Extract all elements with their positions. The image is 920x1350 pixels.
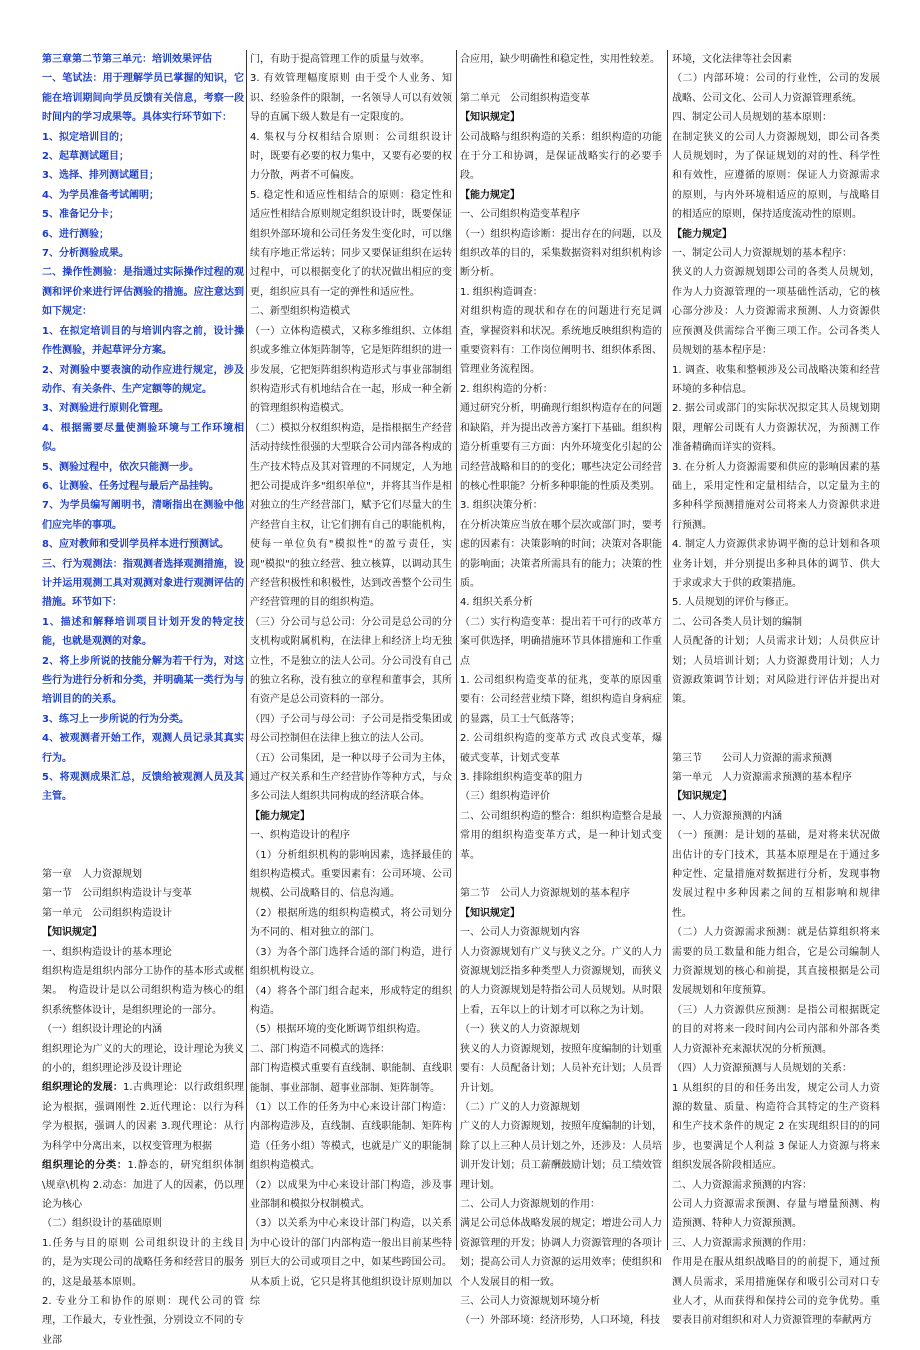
paragraph: 4. 组织关系分析 <box>460 597 533 609</box>
paragraph: 人力资源规划有广义与狭义之分。广义的人力资源规划泛指多种类型人力资源规划，而狭义的人力资源规划是特指公司人员规划。从时限上看，五年以上的计划才可以称之为计划。 <box>460 946 662 1016</box>
paragraph: （3）以关系为中心来设计部门构造，以关系为中心设计的部门内部构造一般出目前某些特别巨大的公司或项目之中，如某些跨国公司。从本质上说，它只是将其他组织设计原则加以综 <box>250 1218 452 1307</box>
paragraph: （二）组织设计的基础原则 <box>42 1218 162 1230</box>
section-label: 【能力规定】 <box>460 189 520 201</box>
paragraph: 1 从组织的目的和任务出发，规定公司人力资源的数量、质量、构造符合其特定的生产资料和生产技术条件的规定 2 在实现组织目的的同步，也要满足个人利益 3 保证人力资源与将来组织发展各阶段相适应。 <box>672 1082 880 1172</box>
paragraph: 二、公司人力资源规划的作用： <box>460 1198 600 1210</box>
highlight-paragraph: 2、起草测试题目； <box>42 151 129 163</box>
paragraph: 1. 调查、收集和整顿涉及公司战略决策和经营环境的多种信息。 <box>672 364 880 395</box>
paragraph: 2. 组织构造的分析： <box>460 383 553 395</box>
paragraph: （四）子公司与母公司：子公司是指受集团或母公司控制但在法律上独立的法人公司。 <box>250 713 452 745</box>
paragraph: 狭义的人力资源规划，按照年度编制的计划重要有：人员配备计划；人员补充计划；人员晋升计划。 <box>460 1043 662 1094</box>
paragraph: 4. 集权与分权相结合原则：公司组织设计时，既要有必要的权力集中，又要有必要的权力分散，两者不可偏废。 <box>250 131 452 182</box>
paragraph: 3. 组织决策分析： <box>460 500 543 512</box>
highlight-paragraph: 7、为学员编写阐明书，清晰指出在测验中他们应完毕的事项。 <box>42 500 244 531</box>
paragraph: （一）外部环境：经济形势，人口环境，科技 <box>460 1315 660 1327</box>
highlight-paragraph: 5、准备记分卡； <box>42 209 119 221</box>
paragraph: （3）为各个部门选择合适的部门构造，进行组织机构设立。 <box>250 946 452 978</box>
paragraph: 狭义的人力资源规划即公司的各类人员规划，作为人力资源管理的一项基础性活动，它的核心部分涉及：人力资源需求预测、人力资源供应预测及供需综合平衡三项工作。公司各类人员规划的基本程序是： <box>672 267 880 357</box>
paragraph: （4）将各个部门组合起来，形成特定的组织构造。 <box>250 985 452 1016</box>
highlight-paragraph: 5、测验过程中，依次只能测一步。 <box>42 461 199 473</box>
paragraph: 5. 稳定性和适应性相结合的原则：稳定性和适应性相结合原则规定组织设计时，既要保证组织外部环境和公司任务发生变化时，可以继续有序地正常运转；同步又要保证组织在运转过程中，可以根据变化了的状况做出相应的变更，组织应具有一定的弹性和适应性。 <box>250 189 452 298</box>
paragraph: （5）根据环境的变化断调节组织构造。 <box>250 1024 427 1036</box>
section-label: 【能力规定】 <box>250 810 310 822</box>
paragraph: 第三节 公司人力资源的需求预测 <box>672 752 832 764</box>
paragraph: （三）人力资源供应预测：是指公司根据既定的目的对将来一段时间内公司内部和外部各类人力资源补充来源状况的分析预测。 <box>672 1004 880 1055</box>
blank-line <box>460 69 662 88</box>
column-divider <box>667 50 668 1250</box>
highlight-paragraph: 5、将观测成果汇总，反馈给被观测人员及其主管。 <box>42 772 244 803</box>
paragraph: 公司战略与组织构造的关系：组织构造的功能在于分工和协调，是保证战略实行的必要手段。 <box>460 131 662 182</box>
paragraph: （三）组织构造评价 <box>460 791 550 803</box>
paragraph <box>42 1156 244 1214</box>
text-column-2 <box>248 50 454 1307</box>
paragraph: 组织理论为广义的大的理论，设计理论为狭义的小的，组织理论涉及设计理论 <box>42 1043 244 1075</box>
paragraph: （四）人力资源预测与人员规划的关系： <box>672 1063 852 1075</box>
section-label: 【知识规定】 <box>672 791 732 803</box>
paragraph: （1）分析组织机构的影响因素，选择最佳的组织构造模式。重要因素有：公司环境、公司规模、公司战略目的、信息沟通。 <box>250 849 452 900</box>
paragraph: 1. 组织构造调查： <box>460 286 543 298</box>
paragraph: （一）立体构造模式，又称多维组织、立体组织或多维立体矩阵制等，它是矩阵组织的进一步发展，它把矩阵组织构造形式与事业部制组织构造形式有机地结合在一起，形成一种全新的管理组织构造模式。 <box>250 325 452 415</box>
document-page <box>40 50 900 1346</box>
section-label: 【知识规定】 <box>460 112 520 124</box>
paragraph: 1. 公司组织构造变革的征兆，变革的原因重要有：公司经营业绩下降，组织构造自身病症的显露，员工士气低落等； <box>460 674 662 725</box>
paragraph: 3. 在分析人力资源需要和供应的影响因素的基础上，采用定性和定量相结合，以定量为主的多种科学预测措施对公司将来人力资源供求进行预测。 <box>672 461 880 531</box>
paragraph: 2. 据公司或部门的实际状况拟定其人员规划期限，理解公司既有人力资源状况，为预测工作准备精确而详实的资料。 <box>672 403 880 454</box>
paragraph-lead: 组织理论的发展： <box>42 1082 124 1094</box>
paragraph: 二、部门构造不同模式的选择： <box>250 1043 390 1055</box>
paragraph: 公司人力资源需求预测、存量与增量预测、构造预测、特种人力资源预测。 <box>672 1198 880 1230</box>
paragraph: 通过研究分析，明确现行组织构造存在的问题和缺陷，并为提出改善方案打下基础。组织构造分析重要有三方面：内外环境变化引起的公司经营战略和目的的变化；哪些决定公司经营的核心性职能？分析多种职能的性质及类别。 <box>460 403 662 492</box>
highlight-paragraph: 2、对测验中要表演的动作应进行规定，涉及动作、有关条件、生产定额等的规定。 <box>42 364 244 395</box>
paragraph: 一、人力资源预测的内涵 <box>672 810 782 822</box>
highlight-paragraph: 1、描述和解释培训项目计划开发的特定技能，也就是观测的对象。 <box>42 616 244 648</box>
highlight-paragraph: 6、进行测验； <box>42 228 109 240</box>
paragraph: 作用是在服从组织战略目的的前提下，通过预测人员需求，采用措施保存和吸引公司对口专业人才，从而获得和保持公司的竞争优势。重要表目前对组织和对人力资源管理的奉献两方 <box>672 1257 880 1327</box>
paragraph: （二）模拟分权组织构造，是指根据生产经营活动持续性很强的大型联合公司内部各构成的生产技术特点及其对管理的不同规定，人为地把公司提成许多"组织单位"，并将其当作是相对独立的生产经营部门，赋予它们尽量大的生产经营自主权，让它们拥有自己的职能机构，使每一单位负有"模拟性"的盈亏责任，实现"模拟"的独立经营、独立核算，以调动其生产经营积极性和积极性，达到改善整个公司生产经营管理的目的组织构造。 <box>250 422 452 609</box>
column-divider <box>246 50 247 1250</box>
highlight-paragraph: 2、将上步所说的技能分解为若干行为，对这些行为进行分析和分类，并明确某一类行为与培训目的的关系。 <box>42 655 244 706</box>
highlight-paragraph: 第三章第二节第三单元：培训效果评估 <box>42 54 212 65</box>
highlight-paragraph: 8、应对教师和受训学员样本进行预测试。 <box>42 539 229 551</box>
paragraph: （二）广义的人力资源规划 <box>460 1101 580 1113</box>
paragraph: 3. 排除组织构造变革的阻力 <box>460 772 583 784</box>
paragraph: （一）预测：是计划的基础，是对将来状况做出估计的专门技术，其基本原理是在于通过多种定性、定量措施对数据进行分析，发现事物发展过程中多种因素之间的互相影响和规律性。 <box>672 830 880 919</box>
paragraph: 一、制定公司人力资源规划的基本程序： <box>672 248 852 260</box>
paragraph: 第一单元 人力资源需求预测的基本程序 <box>672 772 852 783</box>
paragraph: 一、组织构造设计的基本理论 <box>42 946 172 958</box>
paragraph: 第二单元 公司组织构造变革 <box>460 92 590 104</box>
blank-line <box>42 807 244 826</box>
blank-line <box>42 846 244 865</box>
paragraph: 二、人力资源需求预测的内容： <box>672 1179 812 1191</box>
text-column-4 <box>670 50 882 1327</box>
paragraph: 第一章 人力资源规划 <box>42 869 142 881</box>
paragraph-body: 1.静态的，研究组织体制\规章\机构 2.动态：加进了人的因素，仍以理论为核心 <box>42 1160 245 1210</box>
paragraph: （2）根据所选的组织构造模式，将公司划分为不同的、相对独立的部门。 <box>250 907 452 939</box>
paragraph-body: 1.古典理论：以行政组织理论为根据，强调刚性 2.近代理论：以行为科学为根据，强调人的因素 3.现代理论：从行为科学中分离出来，以权变管理为根据 <box>42 1082 245 1152</box>
highlight-paragraph: 一、笔试法：用于理解学员已掌握的知识，它能在培训期间向学员反馈有关信息，考察一段时间内的学习成果等。具体实行环节如下： <box>42 73 244 124</box>
paragraph: 二、公司各类人员计划的编制 <box>672 616 802 628</box>
paragraph: 一、织构造设计的程序 <box>250 830 350 842</box>
paragraph: 四、制定公司人员规划的基本原则： <box>672 112 832 124</box>
paragraph: 满足公司总体战略发展的规定；增进公司人力资源管理的开发；协调人力资源管理的各项计划；提高公司人力资源的运用效率；使组织和个人发展目的相一致。 <box>460 1218 662 1288</box>
paragraph-lead: 组织理论的分类： <box>42 1160 128 1172</box>
paragraph: 第一单元 公司组织构造设计 <box>42 907 172 919</box>
paragraph: 人员配备的计划；人员需求计划；人员供应计划；人员培训计划；人力资源费用计划；人力资源政策调节计划；对风险进行评估并提出对策。 <box>672 636 880 706</box>
paragraph: （三）分公司与总公司：分公司是总公司的分支机构或附属机构，在法律上和经济上均无独立性，不是独立的法人公司。分公司没有自己的独立名称，没有独立的章程和董事会，其所有资产是总公司资料的一部分。 <box>250 616 452 706</box>
paragraph: （二）人力资源需求预测：就是估算组织将来需要的员工数量和能力组合，它是公司编制人力资源规划的核心和前提，其直接根据是公司发展规划和年度预算。 <box>672 927 880 997</box>
highlight-paragraph: 三、行为观测法：指观测者选择观测措施，设计并运用观测工具对观测对象进行观测评估的措施。环节如下： <box>42 558 244 609</box>
paragraph: 5. 人员规划的评价与修正。 <box>672 597 795 609</box>
text-column-3 <box>458 50 664 1327</box>
highlight-paragraph: 4、根据需要尽量使测验环境与工作环境相似。 <box>42 422 244 454</box>
highlight-paragraph: 二、操作性测验：是指通过实际操作过程的观测和评价来进行评估测验的措施。应注意达到如下规定： <box>42 267 244 318</box>
highlight-paragraph: 3、选择、排列测试题目； <box>42 170 159 182</box>
paragraph: （1）以工作的任务为中心来设计部门构造：内部构造涉及，直线制、直线职能制、矩阵构造（任务小组）等模式，也就是广义的职能制组织构造模式。 <box>250 1101 452 1172</box>
paragraph: 广义的人力资源规划，按照年度编制的计划，除了以上三种人员计划之外，还涉及：人员培训开发计划；员工薪酬鼓励计划；员工绩效管理计划。 <box>460 1121 662 1191</box>
paragraph: 三、人力资源需求预测的作用： <box>672 1237 812 1249</box>
highlight-paragraph: 1、在拟定培训目的与培训内容之前，设计操作性测验，并起草评分方案。 <box>42 325 244 357</box>
paragraph: （一）狭义的人力资源规划 <box>460 1024 580 1036</box>
paragraph: 环境，文化法律等社会因素 <box>672 54 792 65</box>
paragraph: 2. 公司组织构造的变革方式 改良式变革，爆破式变革，计划式变革 <box>460 733 662 764</box>
paragraph: 合应用，缺少明确性和稳定性，实用性较差。 <box>460 54 660 65</box>
section-label: 【知识规定】 <box>460 907 520 919</box>
paragraph: （2）以成果为中心来设计部门构造，涉及事业部制和模拟分权制模式。 <box>250 1179 452 1210</box>
paragraph: 门，有助于提高管理工作的质量与效率。 <box>250 54 430 65</box>
paragraph <box>42 1078 244 1156</box>
paragraph: 3. 有效管理幅度原则 由于受个人业务、知识、经验条件的限制，一名领导人可以有效领导的直属下级人数是有一定限度的。 <box>250 73 452 124</box>
column-divider <box>456 50 457 1250</box>
blank-line <box>460 865 662 884</box>
paragraph: （一）组织设计理论的内涵 <box>42 1024 162 1036</box>
paragraph: 二、公司组织构造的整合：组织构造整合是最常用的组织构造变革方式，是一种计划式变革。 <box>460 810 662 861</box>
paragraph: （二）实行构造变革：提出若干可行的改革方案可供选择，明确措施环节具体措施和工作重点 <box>460 616 662 667</box>
paragraph: （五）公司集团，是一种以母子公司为主体，通过产权关系和生产经营协作等种方式，与众多公司法人组织共同构成的经济联合体。 <box>250 752 452 803</box>
paragraph: 4. 制定人力资源供求协调平衡的总计划和各项业务计划，并分别提出多种具体的调节、供大于求或求大于供的政策措施。 <box>672 539 880 589</box>
paragraph: 二、新型组织构造模式 <box>250 306 350 318</box>
paragraph: （二）内部环境：公司的行业性，公司的发展战略、公司文化、公司人力资源管理系统。 <box>672 73 880 104</box>
paragraph: （一）组织构造诊断：提出存在的问题，以及组织改革的目的，采集数据资料对组织机构诊断分析。 <box>460 228 662 279</box>
paragraph: 一、公司组织构造变革程序 <box>460 209 580 221</box>
paragraph: 组织构造是组织内部分工协作的基本形式或框架。 构造设计是以公司组织构造为核心的组织系统整体设计，是组织理论的一部分。 <box>42 966 244 1016</box>
highlight-paragraph: 7、分析测验成果。 <box>42 248 129 260</box>
paragraph: 三、公司人力资源规划环境分析 <box>460 1295 600 1307</box>
blank-line <box>672 729 880 748</box>
highlight-paragraph: 3、对测验进行原则化管理。 <box>42 403 169 415</box>
paragraph: 部门构造模式重要有直线制、职能制、直线职能制、事业部制、超事业部制、矩阵制等。 <box>250 1063 452 1094</box>
highlight-paragraph: 4、被观测者开始工作，观测人员记录其真实行为。 <box>42 733 244 764</box>
highlight-paragraph: 6、让测验、任务过程与最后产品挂钩。 <box>42 480 219 492</box>
paragraph: 第二节 公司人力资源规划的基本程序 <box>460 888 630 900</box>
paragraph: 一、公司人力资源规划内容 <box>460 927 580 939</box>
paragraph: 在分析决策应当放在哪个层次或部门时，要考虑的因素有：决策影响的时间；决策对各职能的影响面；决策者所需具有的能力；决策的性质。 <box>460 519 662 589</box>
highlight-paragraph: 1、拟定培训目的； <box>42 131 129 143</box>
blank-line <box>672 710 880 729</box>
highlight-paragraph: 4、为学员准备考试阐明； <box>42 189 159 201</box>
text-column-1 <box>40 50 246 1346</box>
section-label: 【知识规定】 <box>42 927 102 939</box>
paragraph: 1.任务与目的原则 公司组织设计的主线目的，是为实现公司的战略任务和经营目的服务的，这是最基本原则。 <box>42 1237 244 1288</box>
blank-line <box>42 826 244 845</box>
paragraph: 对组织构造的现状和存在的问题进行充足调查，掌握资料和状况。系统地反映组织构造的重要资料有：工作岗位阐明书、组织体系图、管理业务流程图。 <box>460 306 662 376</box>
highlight-paragraph: 3、练习上一步所说的行为分类。 <box>42 713 189 725</box>
paragraph: 第一节 公司组织构造设计与变革 <box>42 888 192 900</box>
paragraph: 2. 专业分工和协作的原则：现代公司的管理，工作最大，专业性强，分别设立不同的专业部 <box>42 1295 244 1346</box>
section-label: 【能力规定】 <box>672 228 732 240</box>
paragraph: 在制定狭义的公司人力资源规划，即公司各类人员规划时，为了保证规划的对的性、科学性和有效性，应遵循的原则：保证人力资源需求的原则，与内外环境相适应的原则，与战略目的相适应的原则，保持适度流动性的原则。 <box>672 131 880 221</box>
